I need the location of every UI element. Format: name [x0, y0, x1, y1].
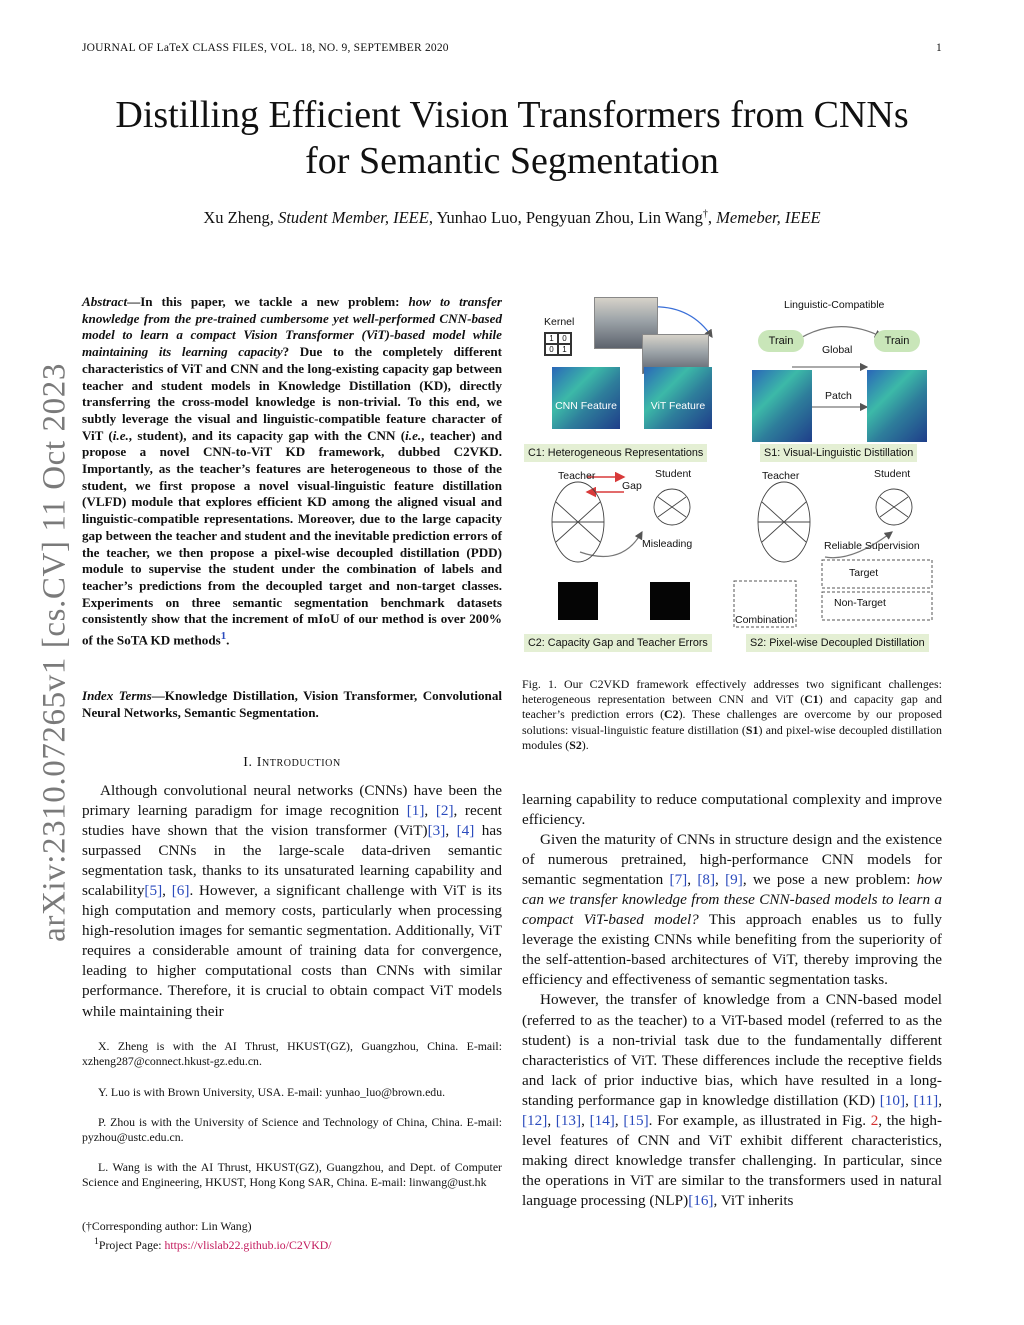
abstract-intro: —In this paper, we tackle a new problem:: [127, 294, 409, 309]
text: Although convolutional neural networks (CNNs) have been the primary learning paradigm for image recognition: [82, 782, 502, 820]
student-network-1: [654, 489, 690, 525]
kernel-cell: 1: [558, 344, 571, 355]
abstract-problem: how to transfer knowledge from the pre-trained cumbersome yet well-performed CNN-based model to learn a compact Vision Transformer (ViT)-based model while maintaining its learning capacity: [82, 294, 502, 360]
abstract-ie: i.e.: [112, 427, 129, 443]
caption-text: ) and pixel-wise decoupled distillation modules (: [522, 722, 942, 752]
text: ,: [614, 1111, 624, 1129]
text: , ViT inherits: [713, 1191, 794, 1209]
citation[interactable]: [13]: [555, 1111, 582, 1129]
running-header: JOURNAL OF LaTeX CLASS FILES, VOL. 18, NO. 9, SEPTEMBER 2020: [82, 42, 449, 54]
text: , recent studies have shown that the vision transformer (ViT): [82, 802, 503, 840]
citation[interactable]: [8]: [697, 871, 716, 889]
citation[interactable]: [1]: [406, 802, 425, 820]
citation[interactable]: [7]: [669, 871, 688, 889]
footnote-affiliation-1: [82, 1039, 502, 1069]
section-title: Introduction: [256, 755, 341, 770]
caption-text: ). These challenges are overcome by our proposed solutions: visual-linguistic feature distillation (: [522, 707, 942, 737]
paragraph: learning capability to reduce computational complexity and improve efficiency.: [522, 791, 942, 829]
vit-feature-label: ViT Feature: [650, 400, 706, 412]
citation[interactable]: [4]: [456, 822, 475, 840]
text: , we pose a new problem:: [742, 871, 917, 889]
target-label: Target: [849, 567, 879, 579]
text: However, the transfer of knowledge from a CNN-based model (referred to as the teacher) to a ViT-based model (referred to as the student) is a non-trivial task due to the fundamentally different characteristics of ViT. These differences include the receptive fields and lack of prior inductive bias, which have resulted in a long-standing performance gap in knowledge distillation (KD): [522, 991, 942, 1109]
project-page-link[interactable]: https://vlislab22.github.io/C2VKD/: [164, 1237, 332, 1252]
citation[interactable]: [15]: [623, 1111, 649, 1129]
vit-feature-map: [644, 367, 712, 429]
kernel-cell: 0: [558, 333, 571, 344]
footnote-corresponding: [82, 1219, 502, 1253]
abstract-q: ?: [282, 344, 290, 360]
dagger-mark: (†: [82, 1219, 92, 1233]
patch-label: Patch: [825, 390, 852, 402]
text: ,: [938, 1091, 942, 1109]
linguistic-label: Linguistic-Compatible: [784, 299, 885, 311]
text: . However, a significant challenge with ViT is its high computation and memory costs, particularly when processing high-resolution images for semantic segmentation. Additionally, ViT requires a considerable amount of training data for convergence, leading to higher computational costs than CNNs with similar performance. Therefore, it is crucial to obtain compact ViT models while maintaining their: [82, 882, 502, 1020]
citation[interactable]: [14]: [589, 1111, 615, 1129]
index-terms-text: —Knowledge Distillation, Vision Transformer, Convolutional Neural Networks, Semantic Segmentation.: [82, 688, 502, 720]
caption-text: ) and capacity gap and teacher’s prediction errors (: [522, 692, 943, 722]
author-list: [60, 208, 964, 228]
authors-rest: , Yunhao Luo, Pengyuan Zhou, Lin Wang: [428, 208, 703, 227]
caption-bold: C1: [804, 692, 819, 707]
abstract-p3: , teacher) and propose a novel CNN-to-ViT KD framework, dubbed C2VKD. Importantly, as the teacher’s features are heterogeneous to those of the student, we first propose a novel visual-linguistic feature distillation (VLFD) module that explores efficient KD among the aligned visual and linguistic-compatible representations. Moreover, due to the large capacity gap between the teacher and student and the inevitable prediction errors of the teacher, we then propose a pixel-wise decoupled distillation (PDD) module to supervise the student under the combination of labels and teacher’s predictions from the decoupled target and non-target classes. Experiments on three semantic segmentation benchmark datasets consistently show that the increment of mIoU of our method is over 200% of the SoTA KD methods: [82, 427, 502, 648]
citation[interactable]: [16]: [688, 1191, 714, 1209]
challenge-c2-label: C2: Capacity Gap and Teacher Errors: [524, 634, 712, 652]
footnote-ref[interactable]: 1: [220, 630, 227, 643]
gap-label: Gap: [622, 480, 642, 492]
title-line-1: Distilling Efficient Vision Transformers from CNNs: [115, 94, 909, 136]
teacher-label: Teacher: [762, 470, 800, 482]
student-label: Student: [655, 468, 692, 480]
index-terms-label: Index Terms: [82, 688, 152, 703]
abstract-end: .: [226, 632, 230, 648]
text: . For example, as illustrated in Fig.: [648, 1111, 871, 1129]
footnote-text: P. Zhou is with the University of Science and Technology of China, China. E-mail: pyzhou@ustc.edu.cn.: [82, 1115, 502, 1144]
footnote-text: Y. Luo is with Brown University, USA. E-mail: yunhao_luo@brown.edu.: [98, 1085, 446, 1099]
author-separator: ,: [707, 208, 713, 227]
footnote-text: L. Wang is with the AI Thrust, HKUST(GZ), Guangzhou, and Dept. of Computer Science and Engineering, HKUST, Hong Kong SAR, China. E-mail: linwang@ust.hk: [82, 1160, 502, 1189]
section-number: I.: [243, 755, 257, 770]
abstract-p1: Due to the completely different characteristics of ViT and CNN and the long-existing capacity gap between teacher and student models in Knowledge Distillation (KD), directly transferring the cross-model knowledge is non-trivial. To this end, we subtly leverage the visual and linguistic-compatible feature character of ViT (: [82, 344, 503, 443]
title-line-2: for Semantic Segmentation: [305, 140, 719, 182]
combination-label: Combination: [735, 614, 794, 626]
text: has surpassed CNNs in the large-scale data-driven semantic segmentation task, thanks to its unsaturated learning capability and scalability: [82, 822, 502, 900]
abstract-label: Abstract: [82, 294, 128, 309]
text: ,: [905, 1091, 914, 1109]
kernel-cell: 1: [545, 333, 558, 344]
intro-paragraph: [82, 781, 502, 1022]
citation[interactable]: [10]: [879, 1091, 906, 1109]
paragraph: [522, 830, 942, 990]
text: ,: [715, 871, 726, 889]
caption-text: Our C2VKD framework effectively addresses two significant challenges: heterogeneous representation between CNN and ViT (: [522, 677, 942, 707]
arxiv-stamp: arXiv:2310.07265v1 [cs.CV] 11 Oct 2023: [36, 363, 73, 942]
kernel-label: Kernel: [544, 316, 575, 328]
paper-title: [60, 92, 964, 184]
citation[interactable]: [2]: [435, 802, 454, 820]
student-label: Student: [874, 468, 911, 480]
footnote-affiliation-3: [82, 1115, 502, 1145]
caption-bold: S1: [745, 722, 759, 737]
text: ,: [162, 882, 172, 900]
text: This approach enables us to fully leverage the existing CNNs while benefiting from the superiority of the self-attention-based architectures of ViT, thereby improving the efficiency and effectiveness of semantic segmentation tasks.: [522, 911, 942, 989]
teacher-network-1: [552, 482, 604, 562]
citation[interactable]: [6]: [171, 882, 190, 900]
global-label: Global: [822, 344, 853, 356]
train-cloud-right: Train: [874, 330, 920, 352]
section-heading: [82, 755, 502, 771]
abstract-ie: i.e.: [405, 427, 422, 443]
teacher-label: Teacher: [558, 470, 596, 482]
caption-bold: C2: [664, 707, 679, 722]
text: ,: [445, 822, 457, 840]
text: ,: [687, 871, 698, 889]
figure-ref[interactable]: 2: [870, 1111, 879, 1129]
caption-label: Fig. 1.: [522, 677, 557, 691]
teacher-network-2: [758, 482, 810, 562]
abstract-p2: , student), and its capacity gap with the CNN (: [128, 427, 406, 443]
student-network-2: [876, 489, 912, 525]
kernel-matrix: [544, 332, 572, 356]
student-prediction-image: [650, 582, 690, 620]
reliable-supervision-label: Reliable Supervision: [824, 540, 920, 552]
author-last-role: Memeber, IEEE: [716, 208, 821, 227]
text: Given the maturity of CNNs in structure design and the existence of numerous pretrained, high-performance CNN models for semantic segmentation: [522, 831, 942, 889]
footnote-text: Corresponding author: Lin Wang): [91, 1219, 252, 1233]
misleading-arrow: [580, 532, 642, 557]
non-target-label: Non-Target: [834, 597, 886, 609]
dagger-mark: †: [702, 208, 708, 220]
text: ,: [424, 802, 436, 820]
footnote-affiliation-4: [82, 1160, 502, 1190]
citation[interactable]: [3]: [427, 822, 446, 840]
cnn-feature-map: [552, 367, 620, 429]
teacher-prediction-image: [558, 582, 598, 620]
kernel-cell: 0: [545, 344, 558, 355]
footnote-affiliation-2: [82, 1085, 502, 1100]
text: ,: [581, 1111, 590, 1129]
text: , the high-level features of CNN and ViT exhibit different characteristics, making direct knowledge transfer challenging. In particular, since the operations in ViT are similar to the transformers used in natural language processing (NLP): [522, 1111, 943, 1209]
author-first: Xu Zheng,: [203, 208, 274, 227]
citation[interactable]: [11]: [913, 1091, 939, 1109]
train-cloud-left: Train: [758, 330, 804, 352]
problem-statement: how can we transfer knowledge from these CNN-based models to learn a compact ViT-based model?: [522, 871, 943, 929]
abstract: [82, 294, 502, 649]
index-terms: [82, 688, 502, 721]
paragraph: [82, 781, 502, 1022]
citation[interactable]: [5]: [144, 882, 163, 900]
student-feature-map: [867, 370, 927, 442]
page-number: 1: [936, 42, 942, 54]
footnote-mark: 1: [94, 1236, 99, 1247]
challenge-c1-label: C1: Heterogeneous Representations: [524, 444, 707, 462]
footnote-line: [82, 1219, 502, 1234]
author-first-role: Student Member, IEEE: [278, 208, 429, 227]
figure-1: [522, 292, 946, 664]
solution-s1-label: S1: Visual-Linguistic Distillation: [760, 444, 917, 462]
intro-right-column: [522, 790, 942, 1211]
citation[interactable]: [12]: [522, 1111, 548, 1129]
caption-bold: S2: [569, 737, 582, 752]
footnote-text: Project Page:: [98, 1237, 165, 1252]
teacher-feature-map: [752, 370, 812, 442]
paragraph: [522, 990, 942, 1211]
figure-caption: [522, 677, 942, 753]
caption-text: ).: [581, 737, 589, 752]
text: ,: [547, 1111, 556, 1129]
footnote-text: X. Zheng is with the AI Thrust, HKUST(GZ), Guangzhou, China. E-mail: xzheng287@connect.hkust-gz.edu.cn.: [82, 1039, 502, 1068]
footnote-line: [82, 1234, 502, 1253]
citation[interactable]: [9]: [725, 871, 743, 889]
misleading-label: Misleading: [642, 538, 693, 550]
solution-s2-label: S2: Pixel-wise Decoupled Distillation: [746, 634, 929, 652]
cnn-feature-label: CNN Feature: [555, 400, 617, 412]
